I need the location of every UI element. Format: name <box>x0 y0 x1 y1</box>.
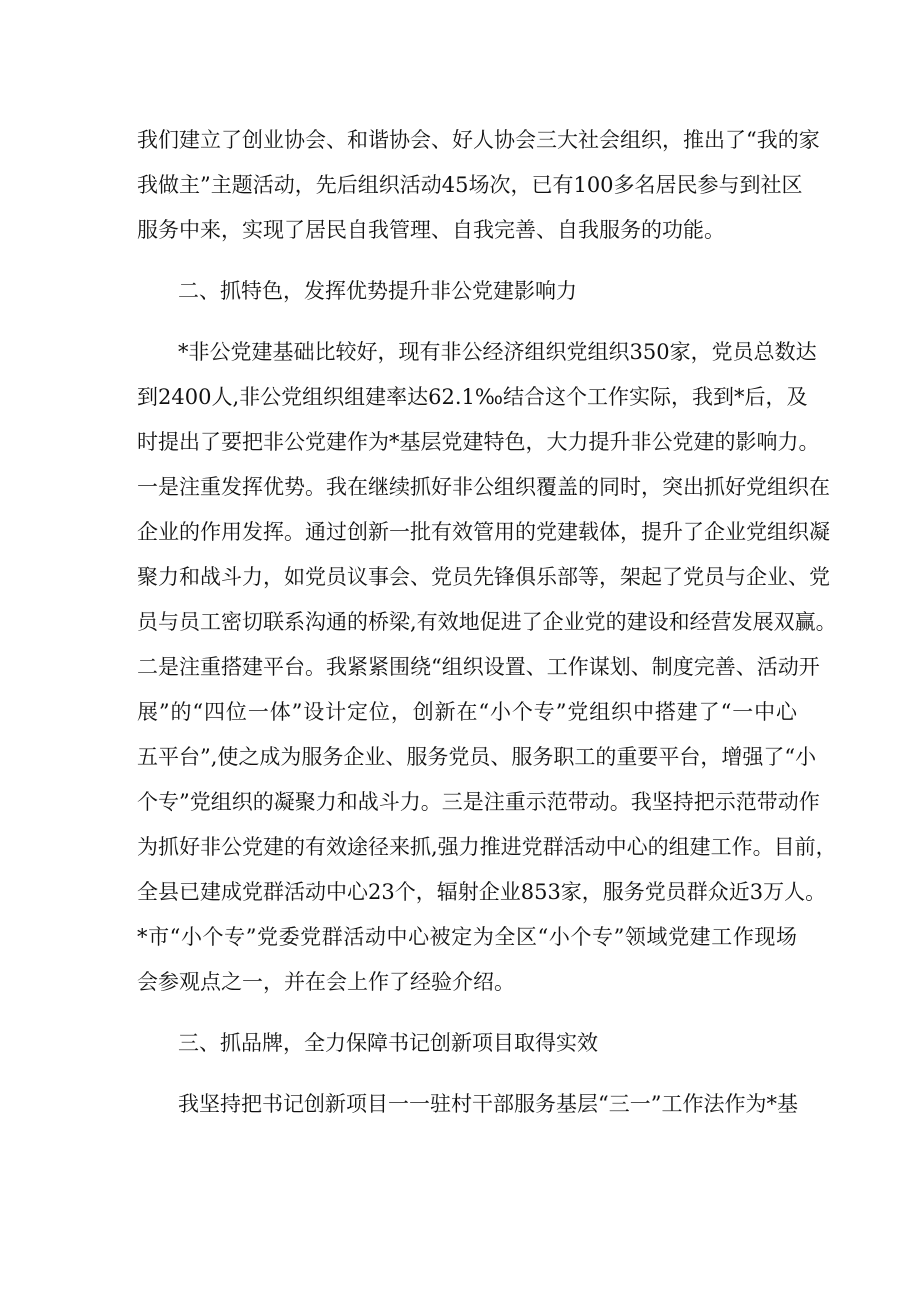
paragraph-2-line-11: 个专”党组织的凝聚力和战斗力。三是注重示范带动。我坚持把示范带动作 <box>137 790 820 814</box>
paragraph-2-line-6: 聚力和战斗力，如党员议事会、党员先锋俱乐部等，架起了党员与企业、党 <box>137 565 830 589</box>
paragraph-1-line-1: 我们建立了创业协会、和谐协会、好人协会三大社会组织，推出了“我的家 <box>137 128 820 152</box>
paragraph-2-line-15: 会参观点之一，并在会上作了经验介绍。 <box>137 970 515 994</box>
paragraph-1-line-2: 我做主”主题活动，先后组织活动45场次，已有100多名居民参与到社区 <box>137 173 803 197</box>
paragraph-2-line-10: 五平台”,使之成为服务企业、服务党员、服务职工的重要平台，增强了“小 <box>137 745 817 769</box>
paragraph-2-line-1: *非公党建基础比较好，现有非公经济组织党组织350家，党员总数达 <box>178 340 817 364</box>
paragraph-2-line-2: 到2400人,非公党组织组建率达62.1‰结合这个工作实际，我到*后，及 <box>137 385 808 409</box>
paragraph-2-line-4: 一是注重发挥优势。我在继续抓好非公组织覆盖的同时，突出抓好党组织在 <box>137 475 830 499</box>
section-heading-3: 三、抓品牌，全力保障书记创新项目取得实效 <box>178 1031 598 1055</box>
paragraph-2-line-5: 企业的作用发挥。通过创新一批有效管用的党建载体，提升了企业党组织凝 <box>137 520 830 544</box>
paragraph-2-line-12: 为抓好非公党建的有效途径来抓,强力推进党群活动中心的组建工作。目前， <box>137 835 837 859</box>
paragraph-3-line-1: 我坚持把书记创新项目一一驻村干部服务基层“三一”工作法作为*基 <box>178 1092 798 1116</box>
paragraph-1-line-3: 服务中来，实现了居民自我管理、自我完善、自我服务的功能。 <box>137 218 725 242</box>
paragraph-2-line-3: 时提出了要把非公党建作为*基层党建特色，大力提升非公党建的影响力。 <box>137 430 820 454</box>
section-heading-2: 二、抓特色，发挥优势提升非公党建影响力 <box>178 279 577 303</box>
paragraph-2-line-14: *市“小个专”党委党群活动中心被定为全区“小个专”领域党建工作现场 <box>137 925 797 949</box>
paragraph-2-line-13: 全县已建成党群活动中心23个，辐射企业853家，服务党员群众近3万人。 <box>137 880 827 904</box>
paragraph-2-line-9: 展”的“四位一体”设计定位，创新在“小个专”党组织中搭建了“一中心 <box>137 700 797 724</box>
paragraph-2-line-7: 员与员工密切联系沟通的桥梁,有效地促进了企业党的建设和经营发展双赢。 <box>137 610 837 634</box>
paragraph-2-line-8: 二是注重搭建平台。我紧紧围绕“组织设置、工作谋划、制度完善、活动开 <box>137 655 820 679</box>
